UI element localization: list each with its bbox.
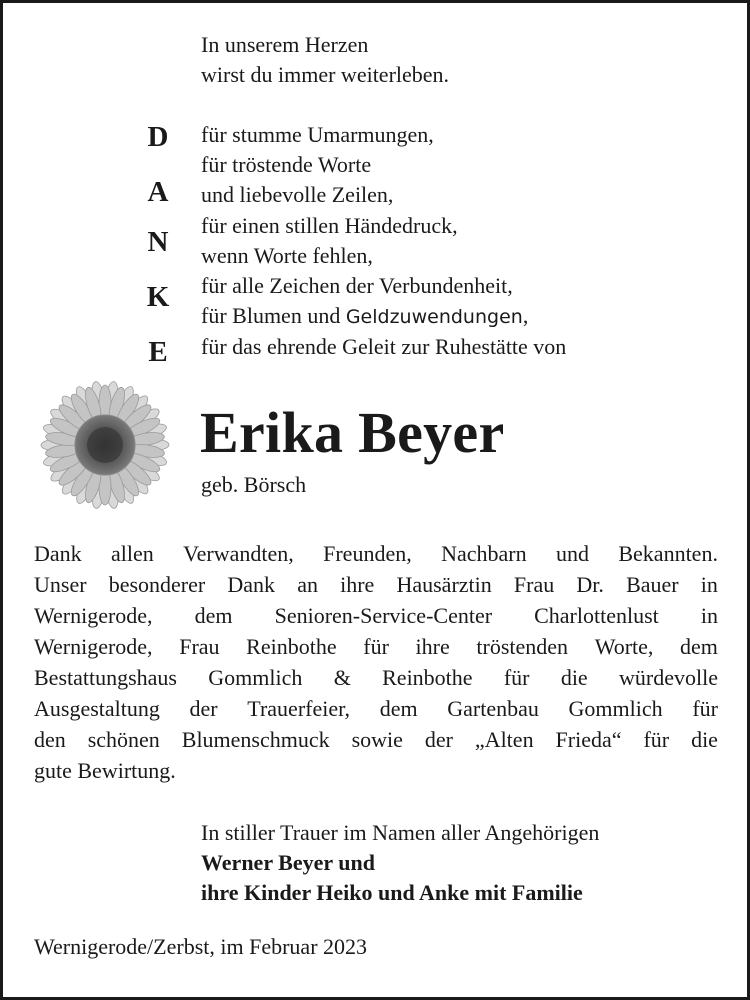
signature-name-1: Werner Beyer und	[201, 850, 375, 875]
thanks-word: für	[692, 696, 718, 721]
danke-line: und liebevolle Zeilen,	[201, 182, 394, 208]
sunflower-icon	[32, 376, 178, 514]
thanks-word: und	[555, 541, 589, 566]
danke-line-text: für Blumen und	[201, 303, 346, 329]
thanks-line	[34, 662, 718, 693]
thanks-word: in	[700, 572, 718, 597]
thanks-word: die	[560, 665, 588, 690]
thanks-word: ihre	[340, 572, 375, 597]
thanks-word: Nachbarn	[441, 541, 527, 566]
thanks-word: Trauerfeier,	[247, 696, 351, 721]
motto-line: In unserem Herzen	[201, 32, 369, 57]
thanks-word: dem	[379, 696, 418, 721]
danke-line: für alle Zeichen der Verbundenheit,	[201, 273, 513, 299]
thanks-word: Frieda“	[555, 727, 622, 752]
signature-name-2: ihre Kinder Heiko und Anke mit Familie	[201, 880, 583, 905]
danke-line: wenn Worte fehlen,	[201, 242, 373, 268]
danke-line-comma: ,	[522, 303, 529, 329]
thanks-word: Ausgestaltung	[34, 696, 160, 721]
thanks-word: Hausärztin	[396, 572, 492, 597]
danke-line-sans: Geldzuwendungen	[345, 306, 523, 329]
thanks-word: den	[34, 727, 66, 752]
thanks-word: Unser	[34, 572, 87, 597]
danke-lines	[201, 120, 566, 363]
thanks-word: Gommlich	[568, 696, 663, 721]
thanks-word: Freunden,	[323, 541, 412, 566]
thanks-word: der	[189, 696, 218, 721]
danke-letter-k: K	[146, 281, 170, 313]
thanks-line	[34, 724, 718, 755]
thanks-line: gute Bewirtung.	[34, 758, 176, 783]
thanks-line	[34, 538, 718, 569]
thanks-line	[34, 693, 718, 724]
thanks-word: Dr.	[576, 572, 604, 597]
thanks-line	[34, 631, 718, 662]
thanks-word: Bestattungshaus	[34, 665, 177, 690]
thanks-word: für	[503, 665, 530, 690]
thanks-word: Frau	[513, 572, 555, 597]
birth-name: geb. Börsch	[201, 472, 307, 497]
danke-line: für stumme Umarmungen,	[201, 122, 434, 147]
thanks-word: Dank	[227, 572, 276, 597]
thanks-word: Reinbothe	[246, 634, 337, 659]
thanks-word: Verwandten,	[183, 541, 294, 566]
thanks-word: Reinbothe	[382, 665, 473, 690]
thanks-line	[34, 600, 718, 631]
deceased-name: Erika Beyer	[200, 400, 505, 465]
thanks-word: ihre	[415, 634, 450, 659]
thanks-word: für	[643, 727, 670, 752]
thanks-word: dem	[680, 634, 718, 659]
thanks-word: Worte,	[594, 634, 654, 659]
thanks-word: an	[297, 572, 318, 597]
place-date: Wernigerode/Zerbst, im Februar 2023	[34, 934, 368, 959]
thanks-word: würdevolle	[619, 665, 718, 690]
thanks-word: der	[424, 727, 453, 752]
thanks-word: in	[700, 603, 718, 628]
thanks-line	[34, 569, 718, 600]
thanks-word: Gartenbau	[447, 696, 539, 721]
thanks-word: Wernigerode,	[34, 603, 153, 628]
signature-intro: In stiller Trauer im Namen aller Angehörigen	[201, 820, 600, 845]
thanks-word: für	[363, 634, 389, 659]
thanks-word: Gommlich	[208, 665, 303, 690]
danke-letter-n: N	[147, 226, 169, 258]
thanks-word: tröstenden	[476, 634, 569, 659]
thanks-word: schönen	[87, 727, 160, 752]
thanks-word: Blumenschmuck	[181, 727, 330, 752]
danke-line	[201, 301, 566, 332]
thanks-word: Frau	[179, 634, 220, 659]
danke-letter-d: D	[147, 121, 169, 153]
thanks-word: Bekannten.	[618, 541, 718, 566]
thanks-word: Charlottenlust	[534, 603, 659, 628]
danke-letter-a: A	[147, 176, 169, 208]
thanks-word: besonderer	[108, 572, 206, 597]
thanks-word: dem	[194, 603, 233, 628]
danke-letter-e: E	[148, 336, 168, 368]
thanks-word: Dank	[34, 541, 82, 566]
danke-line: für einen stillen Händedruck,	[201, 212, 458, 238]
danke-line: für tröstende Worte	[201, 152, 372, 178]
motto	[201, 30, 449, 90]
thanks-word: die	[691, 727, 718, 752]
thanks-word: „Alten	[474, 727, 534, 752]
thanks-word: Wernigerode,	[34, 634, 153, 659]
signature-block	[201, 818, 599, 908]
thanks-word: &	[333, 665, 351, 690]
thanks-word: allen	[111, 541, 154, 566]
thanks-paragraph	[34, 538, 718, 786]
motto-line: wirst du immer weiterleben.	[201, 62, 450, 87]
thanks-word: sowie	[351, 727, 403, 752]
thanks-word: Bauer	[626, 572, 679, 597]
danke-line: für das ehrende Geleit zur Ruhestätte von	[201, 334, 567, 360]
thanks-word: Senioren-Service-Center	[274, 603, 493, 628]
